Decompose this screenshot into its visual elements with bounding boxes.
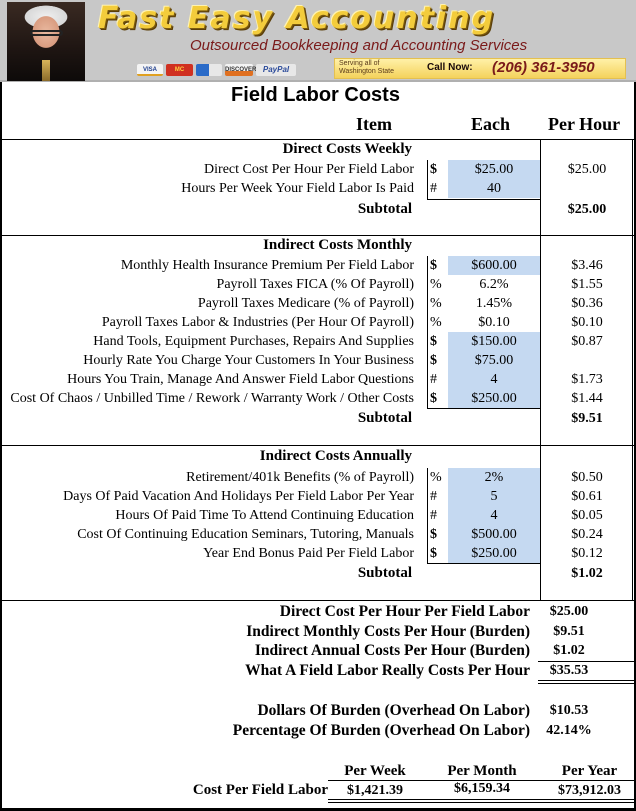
table-row [2,544,634,563]
section-title-direct-weekly: Direct Costs Weekly [282,141,412,157]
photo-tie [42,60,50,81]
row-each-input[interactable]: $250.00 [448,389,540,408]
table-row [2,370,634,389]
summary-value: $1.02 [553,643,585,658]
summary-total-value: $35.53 [549,663,589,678]
divider [427,199,540,200]
summary-label: Indirect Monthly Costs Per Hour (Burden) [246,623,530,640]
row-each-input[interactable]: 4 [448,370,540,389]
row-label: Hours Of Paid Time To Attend Continuing Education [115,508,414,523]
row-label: Payroll Taxes Labor & Industries (Per Hour Of Payroll) [101,315,414,330]
row-unit: $ [430,391,437,406]
row-unit: % [430,315,442,330]
summary-total-label: What A Field Labor Really Costs Per Hour [245,662,530,679]
table-row [2,179,634,198]
cost-per-week: $1,421.39 [347,783,403,798]
row-unit: $ [430,334,437,349]
header-per-month: Per Month [447,763,517,779]
row-label: Direct Cost Per Hour Per Field Labor [204,162,414,177]
row-label: Hours You Train, Manage And Answer Field Labor Questions [67,372,414,387]
divider [2,600,634,601]
row-each-input[interactable]: $150.00 [448,332,540,351]
row-per-hour: $1.73 [571,372,603,387]
service-area-line1: Serving all of [339,60,380,67]
payment-methods [137,64,296,76]
row-each-input[interactable]: $75.00 [448,351,540,370]
table-row [2,160,634,179]
table-row [2,506,634,525]
call-now-box[interactable] [334,58,626,79]
row-label: Payroll Taxes FICA (% Of Payroll) [216,277,414,292]
row-per-hour: $1.55 [571,277,603,292]
row-unit: # [430,508,437,523]
row-label: Payroll Taxes Medicare (% of Payroll) [197,296,414,311]
row-per-hour: $0.36 [571,296,603,311]
owner-photo [7,2,85,81]
row-unit: $ [430,162,437,177]
burden-percentage-value: 42.14% [546,723,592,738]
subtotal-value: $1.02 [571,566,603,581]
row-label: Cost Of Continuing Education Seminars, Tutoring, Manuals [77,527,414,542]
discover-icon: DISCOVER [225,64,253,76]
photo-glasses [30,30,63,36]
subtotal-label: Subtotal [357,410,412,426]
burden-percentage-label: Percentage Of Burden (Overhead On Labor) [232,722,530,739]
divider [427,408,540,409]
header-banner [0,0,636,82]
double-underline [538,680,634,684]
row-per-hour: $0.10 [571,315,603,330]
table-row [2,256,634,275]
table-row [2,313,634,332]
row-each-input[interactable]: 40 [448,179,540,198]
table-row [2,525,634,544]
row-unit: # [430,489,437,504]
column-header-per-hour: Per Hour [548,114,621,134]
row-per-hour: $0.24 [571,527,603,542]
row-label: Cost Of Chaos / Unbilled Time / Rework / Warranty Work / Other Costs [10,391,414,406]
section-title-indirect-monthly: Indirect Costs Monthly [263,237,412,253]
column-header-each: Each [471,114,511,134]
row-each-input[interactable]: $500.00 [448,525,540,544]
summary-label: Indirect Annual Costs Per Hour (Burden) [254,642,530,659]
visa-icon: VISA [137,64,163,76]
row-per-hour: $0.12 [571,546,603,561]
table-row [2,468,634,487]
call-now-label: Call Now: [427,62,473,73]
header-per-year: Per Year [561,763,618,779]
divider [427,563,540,564]
row-label: Hourly Rate You Charge Your Customers In Your Business [83,353,414,368]
table-row [2,351,634,370]
row-label: Days Of Paid Vacation And Holidays Per Field Labor Per Year [63,489,414,504]
row-each-value: 6.2% [479,277,509,292]
table-row [2,487,634,506]
burden-dollars-label: Dollars Of Burden (Overhead On Labor) [257,702,530,719]
cost-per-year: $73,912.03 [558,783,621,798]
row-unit: $ [430,353,437,368]
row-per-hour: $3.46 [571,258,603,273]
subtotal-label: Subtotal [357,565,412,581]
header-per-week: Per Week [344,763,406,779]
row-per-hour: $0.05 [571,508,603,523]
section-title-indirect-annually: Indirect Costs Annually [259,448,412,464]
row-each-input[interactable]: 5 [448,487,540,506]
double-underline [328,799,634,803]
divider [538,661,634,662]
service-area [339,60,394,76]
row-each-input[interactable]: $25.00 [448,160,540,179]
table-row [2,332,634,351]
cost-per-labor-label: Cost Per Field Labor [192,782,328,798]
company-logo[interactable]: Fast Easy Accounting [98,1,496,36]
mastercard-icon: MC [166,64,193,76]
row-per-hour: $0.87 [571,334,603,349]
service-area-line2: Washington State [339,68,394,75]
row-label: Monthly Health Insurance Premium Per Field Labor [120,258,414,273]
row-per-hour: $25.00 [567,162,607,177]
row-per-hour: $0.61 [571,489,603,504]
row-per-hour: $1.44 [571,391,603,406]
row-unit: $ [430,546,437,561]
row-unit: # [430,181,437,196]
row-unit: % [430,277,442,292]
row-unit: % [430,296,442,311]
phone-number[interactable]: (206) 361-3950 [492,59,595,76]
cost-per-month: $6,159.34 [454,781,510,796]
page-title: Field Labor Costs [231,84,400,106]
summary-value: $25.00 [549,604,589,619]
amex-icon [196,64,222,76]
row-each-input[interactable]: 2% [448,468,540,487]
paypal-icon: PayPal [256,64,296,76]
row-each-input[interactable]: $600.00 [448,256,540,275]
table-row [2,294,634,313]
summary-label: Direct Cost Per Hour Per Field Labor [279,603,530,620]
burden-dollars-value: $10.53 [549,703,589,718]
row-label: Hours Per Week Your Field Labor Is Paid [181,181,414,196]
column-header-item: Item [356,114,392,134]
row-unit: $ [430,527,437,542]
row-each-input[interactable]: $250.00 [448,544,540,563]
row-each-value: 1.45% [475,296,513,311]
row-per-hour: $0.50 [571,470,603,485]
row-label: Year End Bonus Paid Per Field Labor [203,546,414,561]
field-labor-costs-sheet [0,82,636,811]
row-label: Hand Tools, Equipment Purchases, Repairs And Supplies [93,334,414,349]
subtotal-value: $25.00 [567,202,607,217]
row-unit: # [430,372,437,387]
row-each-input[interactable]: 4 [448,506,540,525]
subtotal-value: $9.51 [571,411,603,426]
company-tagline: Outsourced Bookkeeping and Accounting Services [190,37,528,54]
table-row [2,275,634,294]
subtotal-label: Subtotal [357,201,412,217]
row-unit: % [430,470,442,485]
row-unit: $ [430,258,437,273]
row-each-value: $0.10 [478,315,510,330]
summary-value: $9.51 [553,624,585,639]
table-row [2,389,634,408]
row-label: Retirement/401k Benefits (% of Payroll) [186,470,414,485]
